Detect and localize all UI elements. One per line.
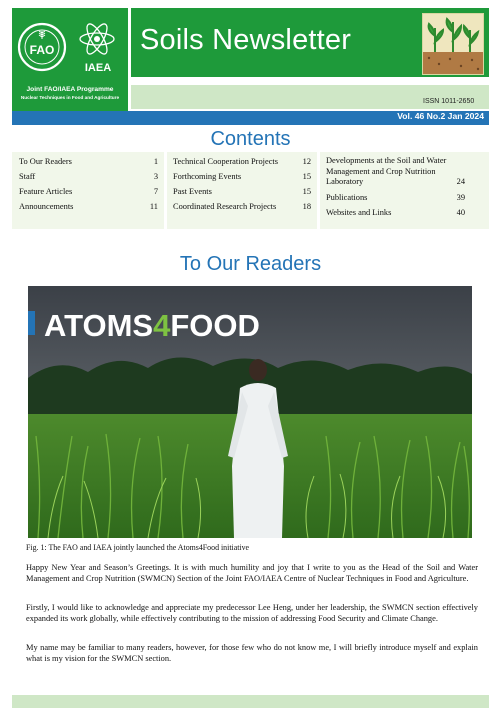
toc-page: 39 [456,193,465,202]
newsletter-title: Soils Newsletter [140,24,352,56]
contents-column-2 [167,152,317,229]
toc-page: 15 [302,172,311,181]
toc-link-websites[interactable]: Websites and Links [326,208,392,217]
issn-number: ISSN 1011-2650 [423,98,475,105]
toc-page: 15 [302,187,311,196]
toc-link-technical-cooperation[interactable]: Technical Cooperation Projects [173,157,278,166]
iaea-atom-logo-icon [76,20,118,60]
atoms4food-banner-text: ATOMS4FOOD [44,308,260,344]
soil-plants-illustration [422,13,484,75]
figure-caption: Fig. 1: The FAO and IAEA jointly launched the Atoms4Food initiative [26,543,250,552]
fao-logo-text: FAO [29,43,55,57]
atoms4food-photo [28,286,472,538]
toc-page: 7 [153,187,158,196]
toc-link-laboratory[interactable]: Developments at the Soil and Water Management and Crop Nutrition Laboratory [326,156,447,186]
toc-link-announcements[interactable]: Announcements [19,202,74,211]
toc-link-to-our-readers[interactable]: To Our Readers [19,157,72,166]
toc-link-coordinated-research[interactable]: Coordinated Research Projects [173,202,277,211]
toc-page: 3 [153,172,158,181]
toc-page: 12 [302,157,311,166]
volume-issue: Vol. 46 No.2 Jan 2024 [397,111,484,121]
toc-link-past-events[interactable]: Past Events [173,187,212,196]
body-paragraph: Firstly, I would like to acknowledge and appreciate my predecessor Lee Heng, under her leadership, the SWMCN section effectively expanded its work globally, while effectively contributing to the mission of addressing Food Security and Climate Change. [26,603,478,624]
body-paragraph: Happy New Year and Season’s Greetings. It is with much humility and joy that I write to you as the Head of the Soil and Water Management and Crop Nutrition (SWMCN) Section of the Joint FAO/IAEA Centre of Nuclear Techniques in Food and Agriculture. [26,563,478,584]
contents-column-3 [320,152,489,229]
programme-subtitle: Nuclear Techniques in Food and Agriculture [20,95,120,100]
toc-link-publications[interactable]: Publications [326,193,368,202]
section-heading: To Our Readers [179,253,322,275]
toc-page: 24 [456,177,465,186]
fao-logo-icon [17,22,67,72]
toc-page: 11 [149,202,158,211]
toc-link-staff[interactable]: Staff [19,172,36,181]
toc-page: 18 [302,202,311,211]
toc-link-forthcoming-events[interactable]: Forthcoming Events [173,172,242,181]
toc-link-feature-articles[interactable]: Feature Articles [19,187,73,196]
footer-bar [12,695,489,708]
toc-page: 1 [153,157,158,166]
body-paragraph: My name may be familiar to many readers, however, for those few who do not know me, I will briefly introduce myself and explain what is my vision for the SWMCN section. [26,643,478,664]
toc-page: 40 [456,208,465,217]
contents-column-1 [12,152,164,229]
issn-bar [131,85,489,109]
contents-heading: Contents [210,128,291,150]
programme-title: Joint FAO/IAEA Programme [26,86,114,93]
iaea-logo-text: IAEA [84,62,112,74]
